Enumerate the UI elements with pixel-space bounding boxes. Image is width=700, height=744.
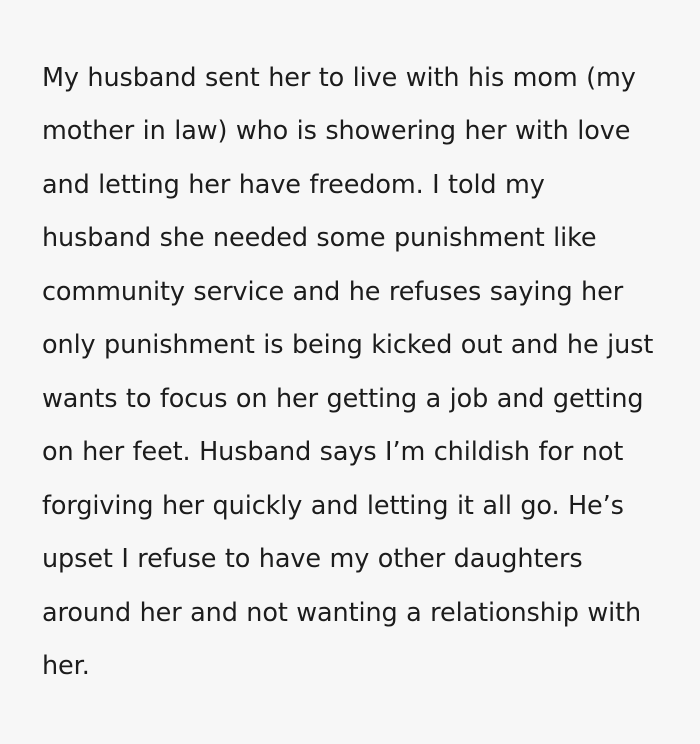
story-body-text: My husband sent her to live with his mom (my mother in law) who is showering her with love and letting her have freedom. I told my husband she needed some punishment like community service and he refuses saying her only punishment is being kicked out and he just wants to focus on her getting a job and getting on her feet. Husband says I’m childish for not forgiving her quickly and letting it all go. He’s upset I refuse to have my other daughters around her and not wanting a relationship with her.	[42, 62, 662, 681]
